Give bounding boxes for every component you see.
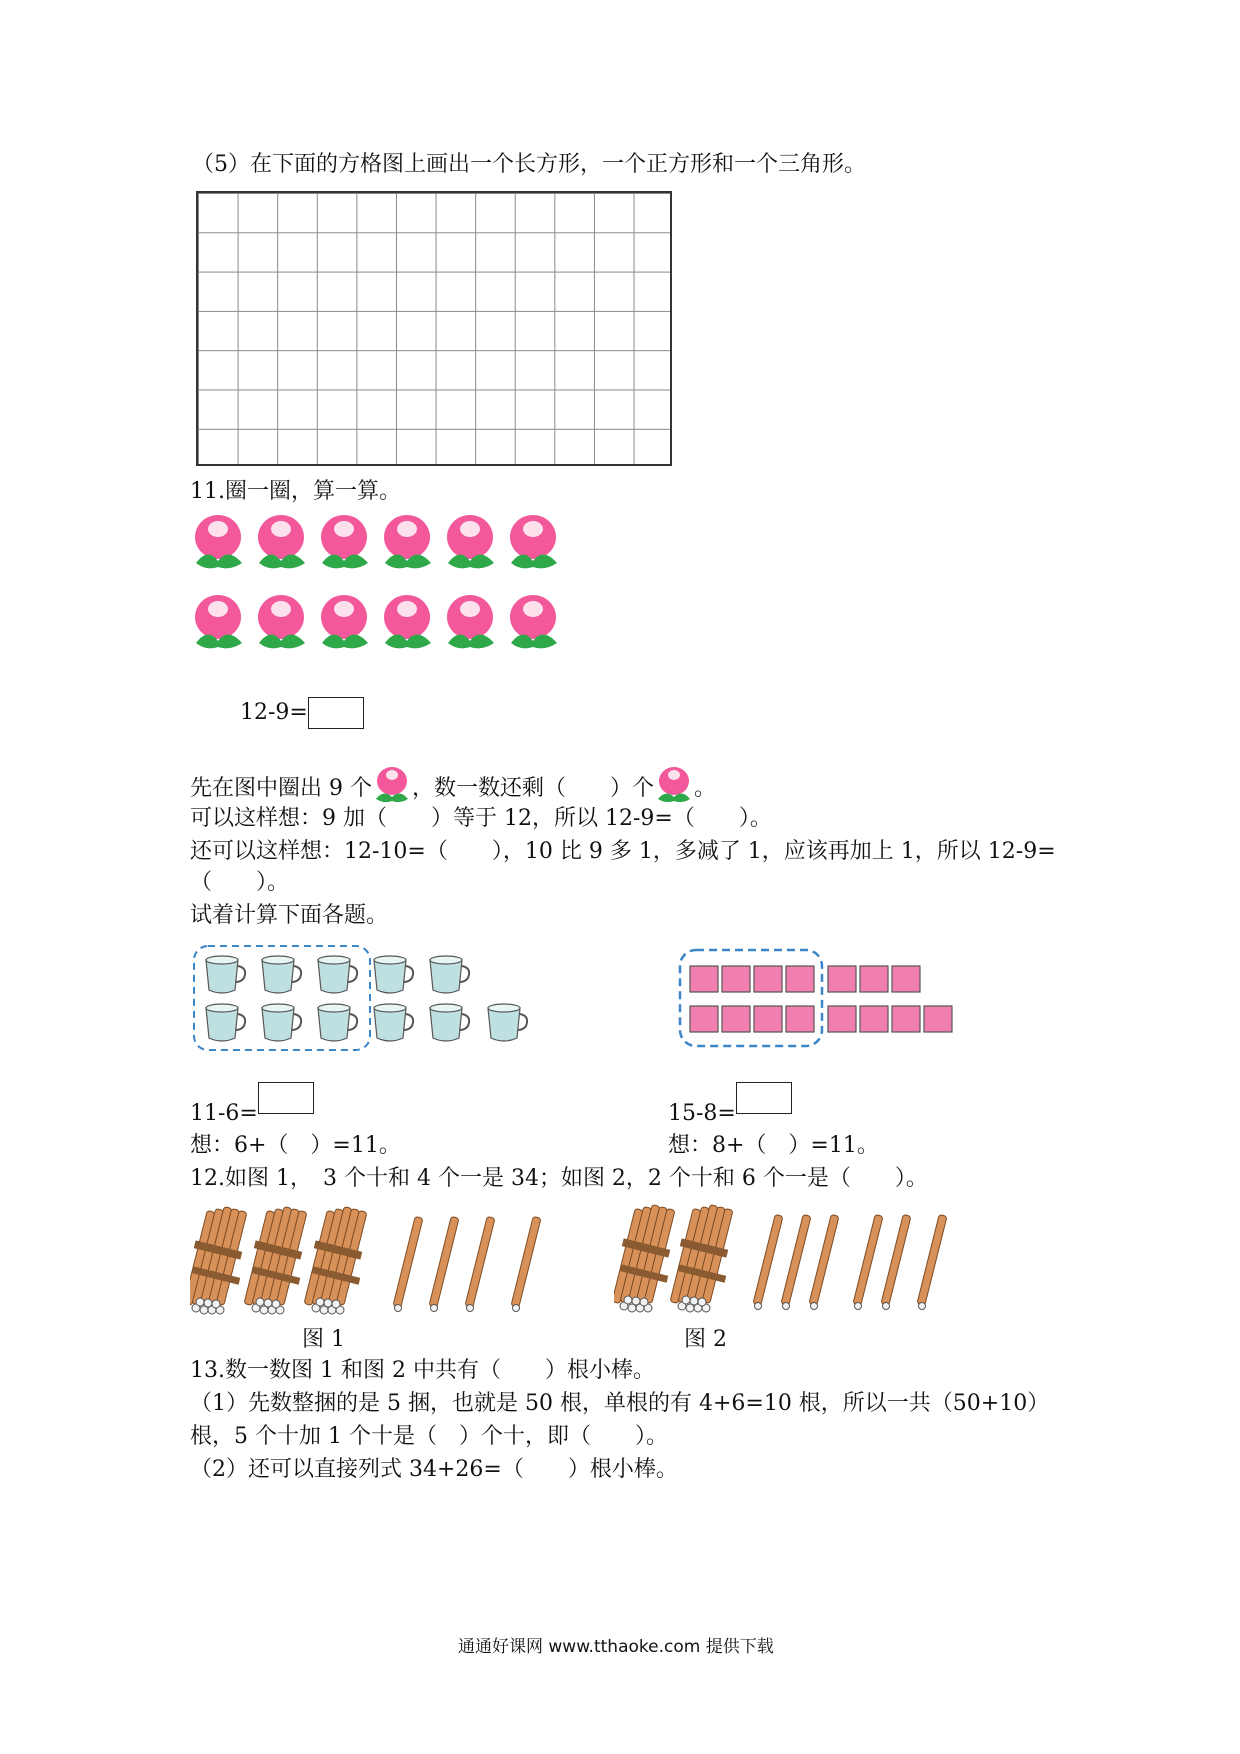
peach-icon [258,595,305,648]
q13-line2: 根，5 个十加 1 个十是（ ）个十，即（ ）。 [190,1424,668,1449]
q13-line3: （2）还可以直接列式 34+26=（ ）根小棒。 [190,1457,678,1482]
peach-icon [195,515,242,568]
q13-line1: （1）先数整捆的是 5 捆，也就是 50 根，单根的有 4+6=10 根，所以一共（50+10） [190,1391,1050,1416]
peach-icon [321,595,368,648]
q11-equation: 12-9= [240,700,308,725]
left-equation: 11-6= [190,1101,258,1126]
left-equation-row [190,1082,314,1129]
q11-line1 [190,765,716,805]
pink-square [754,1006,782,1032]
left-think: 想：6+（ ）=11。 [190,1133,401,1158]
pink-square [690,1006,718,1032]
peach-icon [258,515,305,568]
stick-icon [429,1216,459,1311]
right-equation-row [668,1082,792,1129]
cup-icon [318,956,357,993]
answer-box[interactable] [258,1082,314,1114]
peach-icon [447,515,494,568]
stick-icon [917,1214,947,1309]
stick-icon [853,1214,883,1309]
stick-bundle-icon [244,1207,307,1314]
peach-icon [510,515,557,568]
cup-icon [488,1004,527,1041]
peach-icon [384,515,431,568]
pink-square [828,1006,856,1032]
stick-icon [809,1214,839,1309]
stick-icon [465,1216,495,1311]
peach-groups [190,510,580,670]
q10-5-text: （5）在下面的方格图上画出一个长方形，一个正方形和一个三角形。 [192,152,866,177]
q13-title: 13.数一数图 1 和图 2 中共有（ ）根小棒。 [190,1358,655,1383]
q11-title: 11.圈一圈，算一算。 [190,479,401,504]
sticks-figure-2 [614,1198,964,1318]
cup-icon [262,1004,301,1041]
drawing-grid[interactable] [196,191,672,466]
q11-line1-b: ，数一数还剩（ ）个 [411,776,654,801]
q11-try: 试着计算下面各题。 [190,903,389,928]
peach-icon [195,595,242,648]
stick-icon [881,1214,911,1309]
peach-icon [384,595,431,648]
stick-bundle-icon [190,1207,247,1314]
stick-icon [753,1214,783,1309]
cup-icon [262,956,301,993]
stick-bundle-icon [304,1207,367,1314]
cup-icon [374,956,413,993]
figure-2-label: 图 2 [684,1327,727,1352]
right-equation: 15-8= [668,1101,736,1126]
cup-icon [430,1004,469,1041]
pink-square [924,1006,952,1032]
pink-square [892,966,920,992]
peach-icon [321,515,368,568]
pink-square [860,1006,888,1032]
q11-equation-row [240,697,364,729]
stick-icon [511,1216,541,1311]
pink-square [892,1006,920,1032]
answer-box[interactable] [308,697,364,729]
q11-line4: （ ）。 [190,870,290,895]
q11-line2: 可以这样想：9 加（ ）等于 12，所以 12-9=（ ）。 [190,806,772,831]
peach-icon [654,765,694,805]
peach-icon [447,595,494,648]
sticks-figure-1 [190,1202,550,1318]
stick-icon [781,1214,811,1309]
q12-text: 12.如图 1， 3 个十和 4 个一是 34；如图 2，2 个十和 6 个一是（ ）。 [190,1166,928,1191]
pink-square [828,966,856,992]
stick-icon [393,1216,423,1311]
pink-square [786,1006,814,1032]
pink-square [786,966,814,992]
pink-square [722,966,750,992]
footer: 通通好课网 www.tthaoke.com 提供下载 [458,1637,774,1657]
figure-1-label: 图 1 [302,1327,345,1352]
cup-icon [206,956,245,993]
stick-bundle-icon [614,1205,675,1312]
pink-square [690,966,718,992]
cup-icon [430,956,469,993]
pink-square [860,966,888,992]
cup-icon [206,1004,245,1041]
q11-line1-c: 。 [694,776,717,801]
answer-box[interactable] [736,1082,792,1114]
cup-icon [318,1004,357,1041]
pink-square [722,1006,750,1032]
cups-figure [192,944,542,1056]
q11-line1-a: 先在图中圈出 9 个 [190,776,372,801]
peach-icon [510,595,557,648]
cup-icon [374,1004,413,1041]
squares-figure [676,944,966,1054]
q11-line3: 还可以这样想：12-10=（ ），10 比 9 多 1，多减了 1，应该再加上 1，所以 12-9= [190,839,1056,864]
peach-icon [372,765,412,805]
stick-bundle-icon [670,1205,733,1312]
pink-square [754,966,782,992]
right-think: 想：8+（ ）=11。 [668,1133,879,1158]
